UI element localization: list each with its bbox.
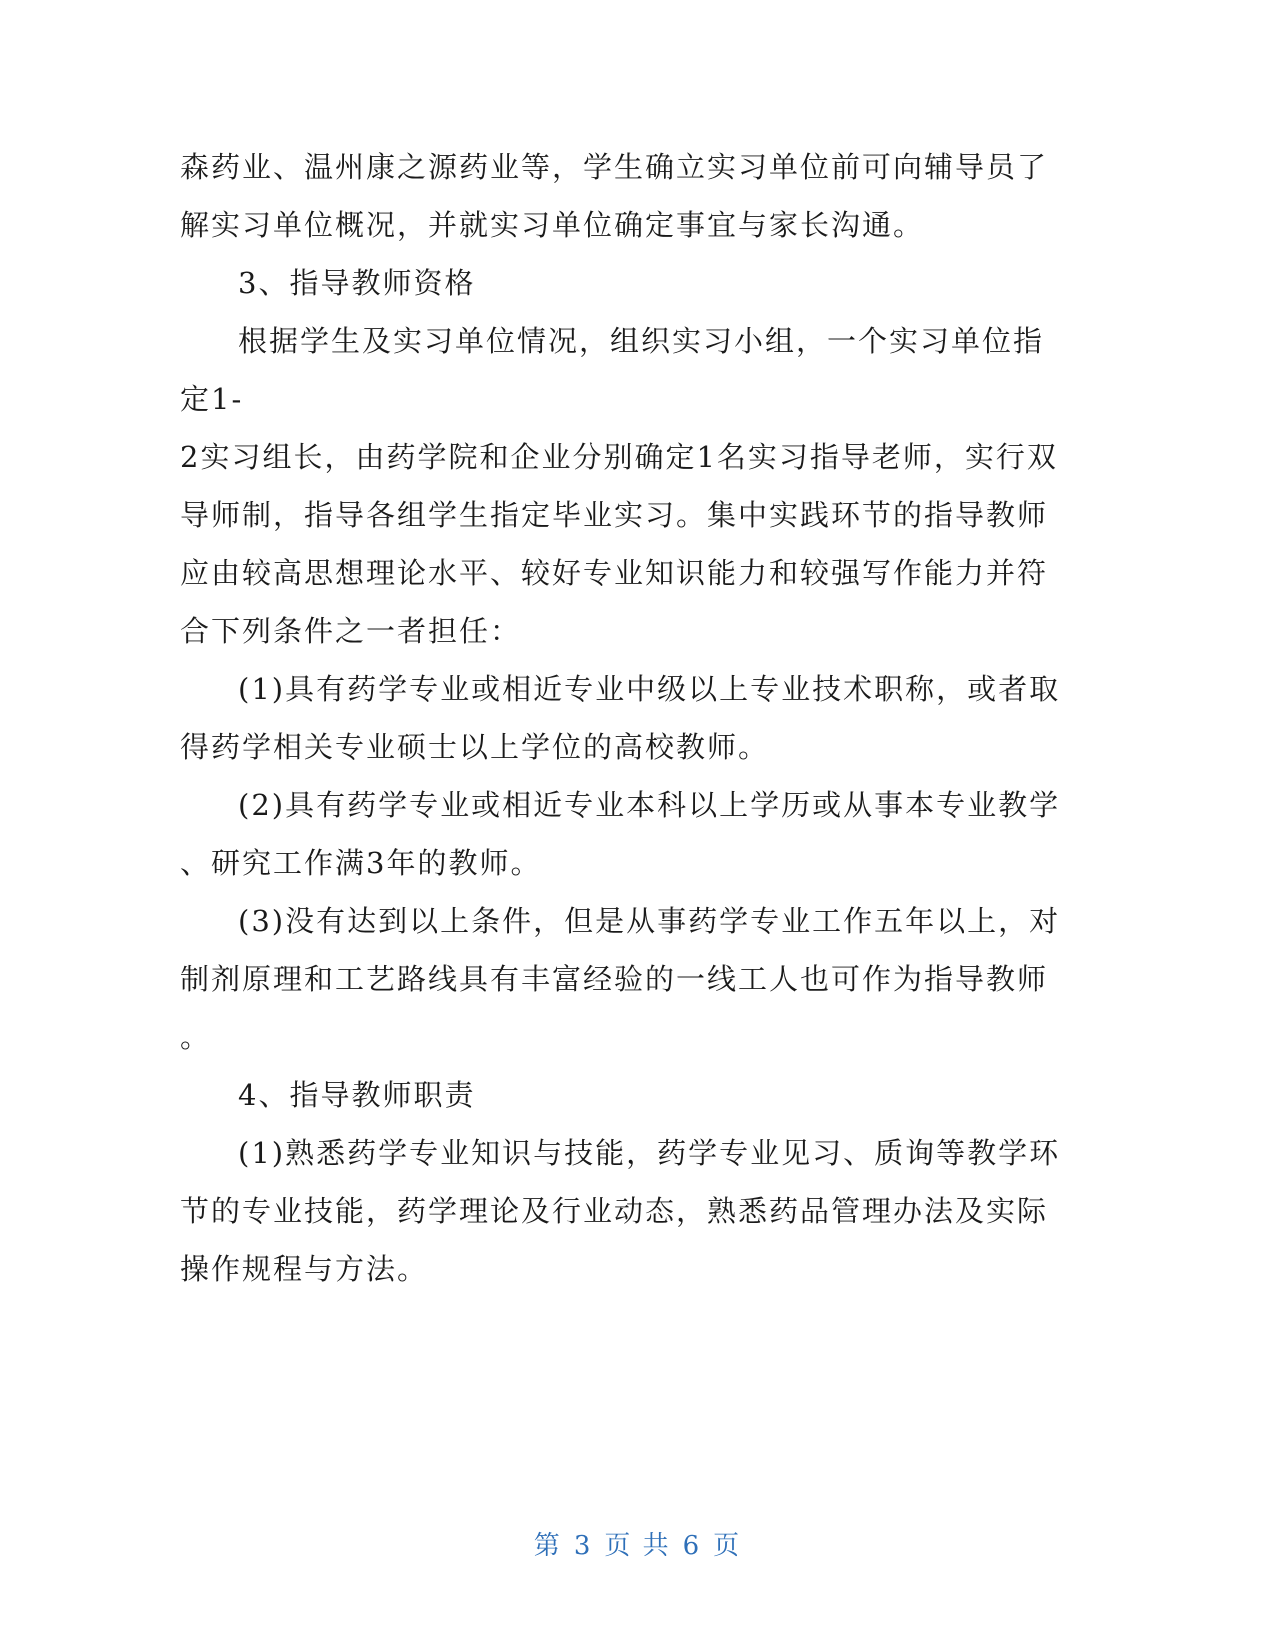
section-heading: 3、指导教师资格 — [238, 266, 476, 300]
text-line: 导师制，指导各组学生指定毕业实习。集中实践环节的指导教师 — [180, 498, 1049, 532]
text-line: 操作规程与方法。 — [180, 1252, 429, 1286]
text-line: 、研究工作满3年的教师。 — [180, 846, 542, 880]
text-line: 节的专业技能，药学理论及行业动态，熟悉药品管理办法及实际 — [180, 1194, 1049, 1228]
footer-total-pages: 6 — [682, 1531, 702, 1561]
list-item: (3)没有达到以上条件，但是从事药学专业工作五年以上，对 — [238, 904, 1061, 938]
footer-suffix: 页 — [713, 1531, 742, 1561]
body-text — [180, 138, 1061, 1298]
page-footer — [0, 1525, 1275, 1562]
text-line: 解实习单位概况，并就实习单位确定事宜与家长沟通。 — [180, 208, 925, 242]
text-line: 应由较高思想理论水平、较好专业知识能力和较强写作能力并符 — [180, 556, 1049, 590]
text-line: 根据学生及实习单位情况，组织实习小组，一个实习单位指 — [238, 324, 1045, 358]
text-line: 森药业、温州康之源药业等，学生确立实习单位前可向辅导员了 — [180, 150, 1049, 184]
footer-prefix: 第 — [533, 1531, 562, 1561]
text-line: 得药学相关专业硕士以上学位的高校教师。 — [180, 730, 770, 764]
text-line: 。 — [180, 1020, 212, 1054]
list-item: (1)熟悉药学专业知识与技能，药学专业见习、质询等教学环 — [238, 1136, 1061, 1170]
footer-middle: 页 共 — [604, 1531, 671, 1561]
text-line: 2实习组长，由药学院和企业分别确定1名实习指导老师，实行双 — [180, 440, 1058, 474]
text-line: 制剂原理和工艺路线具有丰富经验的一线工人也可作为指导教师 — [180, 962, 1049, 996]
section-heading: 4、指导教师职责 — [238, 1078, 476, 1112]
text-line: 定1- — [180, 382, 244, 416]
footer-page-number: 3 — [573, 1531, 593, 1561]
list-item: (1)具有药学专业或相近专业中级以上专业技术职称，或者取 — [238, 672, 1061, 706]
text-line: 合下列条件之一者担任： — [180, 614, 522, 648]
list-item: (2)具有药学专业或相近专业本科以上学历或从事本专业教学 — [238, 788, 1061, 822]
